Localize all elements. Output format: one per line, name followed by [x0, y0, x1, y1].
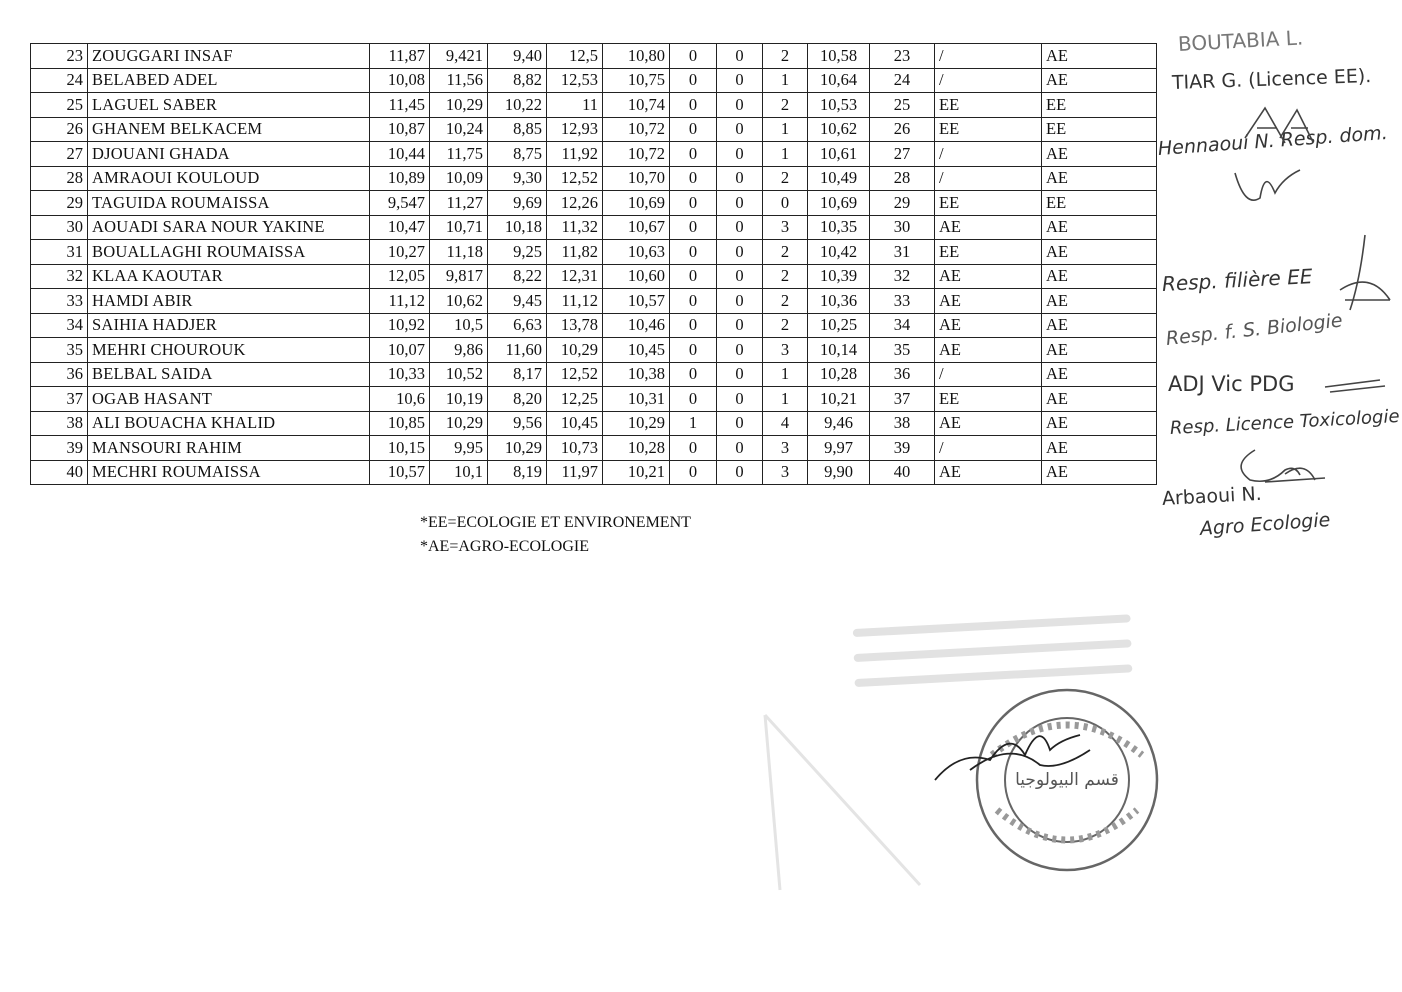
grade-cell-2: 10,29 [430, 411, 488, 436]
grade-cell-2: 11,18 [430, 240, 488, 265]
grade-cell-2: 9,817 [430, 264, 488, 289]
student-name-cell: MEHRI CHOUROUK [88, 338, 370, 363]
count-cell-3: 3 [763, 338, 808, 363]
count-cell-2: 0 [717, 460, 763, 485]
weighted-average-cell: 10,62 [808, 117, 870, 142]
count-cell-3: 3 [763, 436, 808, 461]
count-cell-2: 0 [717, 313, 763, 338]
count-cell-1: 0 [670, 338, 717, 363]
rank-cell: 36 [31, 362, 88, 387]
grade-cell-4: 10,29 [547, 338, 603, 363]
annotation-tiar: TIAR G. (Licence EE). [1171, 65, 1372, 94]
count-cell-3: 2 [763, 289, 808, 314]
signature-scribble-top [1205, 98, 1402, 228]
grade-cell-2: 10,29 [430, 93, 488, 118]
average-cell: 10,60 [603, 264, 670, 289]
count-cell-3: 2 [763, 44, 808, 69]
count-cell-2: 0 [717, 240, 763, 265]
grade-cell-4: 11 [547, 93, 603, 118]
order-cell: 29 [870, 191, 935, 216]
grade-cell-3: 9,25 [488, 240, 547, 265]
assignment-cell: AE [1042, 68, 1157, 93]
count-cell-1: 0 [670, 387, 717, 412]
annotation-agro-ecologie: Agro Ecologie [1199, 508, 1331, 540]
grade-cell-2: 10,09 [430, 166, 488, 191]
weighted-average-cell: 10,53 [808, 93, 870, 118]
average-cell: 10,80 [603, 44, 670, 69]
count-cell-1: 0 [670, 142, 717, 167]
count-cell-3: 1 [763, 362, 808, 387]
weighted-average-cell: 10,14 [808, 338, 870, 363]
grade-cell-3: 8,75 [488, 142, 547, 167]
student-name-cell: AOUADI SARA NOUR YAKINE [88, 215, 370, 240]
seal-signature [930, 710, 1110, 800]
grade-cell-4: 13,78 [547, 313, 603, 338]
weighted-average-cell: 9,97 [808, 436, 870, 461]
legend [420, 511, 691, 559]
average-cell: 10,67 [603, 215, 670, 240]
grade-cell-2: 11,27 [430, 191, 488, 216]
count-cell-1: 0 [670, 44, 717, 69]
student-name-cell: TAGUIDA ROUMAISSA [88, 191, 370, 216]
annotation-resp-filiere: Resp. filière EE [1161, 264, 1313, 296]
rank-cell: 24 [31, 68, 88, 93]
grade-cell-1: 10,89 [370, 166, 430, 191]
count-cell-2: 0 [717, 117, 763, 142]
student-name-cell: SAIHIA HADJER [88, 313, 370, 338]
annotation-arbaoui: Arbaoui N. [1161, 482, 1263, 510]
choice-cell: AE [935, 411, 1042, 436]
grade-cell-2: 10,71 [430, 215, 488, 240]
count-cell-3: 2 [763, 313, 808, 338]
rank-cell: 25 [31, 93, 88, 118]
table-row [31, 436, 1157, 461]
average-cell: 10,46 [603, 313, 670, 338]
count-cell-1: 0 [670, 264, 717, 289]
weighted-average-cell: 10,42 [808, 240, 870, 265]
order-cell: 23 [870, 44, 935, 69]
grade-cell-1: 10,87 [370, 117, 430, 142]
grade-cell-3: 11,60 [488, 338, 547, 363]
count-cell-2: 0 [717, 44, 763, 69]
faded-corner-mark [760, 710, 930, 900]
grade-cell-1: 10,85 [370, 411, 430, 436]
grade-cell-4: 11,82 [547, 240, 603, 265]
annotation-hennaoui: Hennaoui N. Resp. dom. [1157, 121, 1389, 160]
annotation-boutabia: BOUTABIA L. [1177, 25, 1304, 56]
grade-cell-4: 12,93 [547, 117, 603, 142]
assignment-cell: AE [1042, 166, 1157, 191]
rank-cell: 29 [31, 191, 88, 216]
student-name-cell: MANSOURI RAHIM [88, 436, 370, 461]
table-row [31, 142, 1157, 167]
table-row [31, 313, 1157, 338]
rank-cell: 30 [31, 215, 88, 240]
weighted-average-cell: 10,69 [808, 191, 870, 216]
student-name-cell: BELABED ADEL [88, 68, 370, 93]
rank-cell: 33 [31, 289, 88, 314]
grade-cell-1: 10,15 [370, 436, 430, 461]
count-cell-1: 0 [670, 436, 717, 461]
table-row [31, 411, 1157, 436]
count-cell-3: 1 [763, 117, 808, 142]
grade-cell-2: 10,5 [430, 313, 488, 338]
count-cell-1: 0 [670, 166, 717, 191]
choice-cell: AE [935, 338, 1042, 363]
weighted-average-cell: 10,61 [808, 142, 870, 167]
average-cell: 10,63 [603, 240, 670, 265]
weighted-average-cell: 10,25 [808, 313, 870, 338]
rank-cell: 23 [31, 44, 88, 69]
average-cell: 10,21 [603, 460, 670, 485]
grade-cell-2: 10,19 [430, 387, 488, 412]
choice-cell: AE [935, 215, 1042, 240]
count-cell-2: 0 [717, 191, 763, 216]
table-row [31, 166, 1157, 191]
count-cell-3: 1 [763, 387, 808, 412]
weighted-average-cell: 10,58 [808, 44, 870, 69]
count-cell-1: 0 [670, 362, 717, 387]
grade-cell-4: 12,53 [547, 68, 603, 93]
grade-cell-3: 10,29 [488, 436, 547, 461]
count-cell-1: 0 [670, 289, 717, 314]
assignment-cell: AE [1042, 411, 1157, 436]
average-cell: 10,28 [603, 436, 670, 461]
choice-cell: EE [935, 117, 1042, 142]
grades-table-body [31, 44, 1157, 485]
count-cell-3: 1 [763, 68, 808, 93]
grade-cell-4: 12,25 [547, 387, 603, 412]
student-name-cell: OGAB HASANT [88, 387, 370, 412]
grade-cell-1: 10,92 [370, 313, 430, 338]
grade-cell-3: 8,17 [488, 362, 547, 387]
student-name-cell: DJOUANI GHADA [88, 142, 370, 167]
annotation-resp-licence: Resp. Licence Toxicologie [1169, 405, 1401, 439]
average-cell: 10,31 [603, 387, 670, 412]
rank-cell: 34 [31, 313, 88, 338]
count-cell-2: 0 [717, 436, 763, 461]
weighted-average-cell: 9,46 [808, 411, 870, 436]
count-cell-3: 2 [763, 240, 808, 265]
order-cell: 24 [870, 68, 935, 93]
count-cell-2: 0 [717, 387, 763, 412]
count-cell-2: 0 [717, 142, 763, 167]
student-name-cell: ZOUGGARI INSAF [88, 44, 370, 69]
choice-cell: EE [935, 240, 1042, 265]
assignment-cell: AE [1042, 240, 1157, 265]
grade-cell-4: 10,45 [547, 411, 603, 436]
student-name-cell: MECHRI ROUMAISSA [88, 460, 370, 485]
order-cell: 31 [870, 240, 935, 265]
count-cell-2: 0 [717, 68, 763, 93]
grade-cell-3: 9,69 [488, 191, 547, 216]
grade-cell-2: 11,75 [430, 142, 488, 167]
grade-cell-2: 9,86 [430, 338, 488, 363]
count-cell-3: 3 [763, 215, 808, 240]
choice-cell: / [935, 44, 1042, 69]
annotation-resp-biologie: Resp. f. S. Biologie [1164, 309, 1344, 350]
average-cell: 10,45 [603, 338, 670, 363]
table-row [31, 93, 1157, 118]
assignment-cell: AE [1042, 387, 1157, 412]
rank-cell: 37 [31, 387, 88, 412]
average-cell: 10,29 [603, 411, 670, 436]
order-cell: 34 [870, 313, 935, 338]
grade-cell-4: 11,32 [547, 215, 603, 240]
signature-scribble-licence [1225, 440, 1335, 490]
choice-cell: AE [935, 264, 1042, 289]
count-cell-1: 0 [670, 93, 717, 118]
assignment-cell: EE [1042, 191, 1157, 216]
order-cell: 26 [870, 117, 935, 142]
table-row [31, 240, 1157, 265]
grade-cell-2: 10,52 [430, 362, 488, 387]
choice-cell: / [935, 362, 1042, 387]
order-cell: 32 [870, 264, 935, 289]
table-row [31, 289, 1157, 314]
assignment-cell: AE [1042, 338, 1157, 363]
table-row [31, 215, 1157, 240]
grade-cell-2: 11,56 [430, 68, 488, 93]
count-cell-3: 2 [763, 93, 808, 118]
grade-cell-3: 10,22 [488, 93, 547, 118]
grade-cell-3: 8,85 [488, 117, 547, 142]
count-cell-2: 0 [717, 289, 763, 314]
order-cell: 28 [870, 166, 935, 191]
count-cell-2: 0 [717, 264, 763, 289]
assignment-cell: AE [1042, 313, 1157, 338]
grade-cell-4: 12,52 [547, 166, 603, 191]
count-cell-2: 0 [717, 215, 763, 240]
grade-cell-3: 8,22 [488, 264, 547, 289]
choice-cell: / [935, 166, 1042, 191]
average-cell: 10,75 [603, 68, 670, 93]
grade-cell-1: 10,47 [370, 215, 430, 240]
choice-cell: EE [935, 191, 1042, 216]
count-cell-1: 0 [670, 240, 717, 265]
choice-cell: / [935, 142, 1042, 167]
count-cell-1: 0 [670, 191, 717, 216]
order-cell: 27 [870, 142, 935, 167]
rank-cell: 35 [31, 338, 88, 363]
count-cell-3: 2 [763, 166, 808, 191]
assignment-cell: AE [1042, 289, 1157, 314]
grade-cell-3: 8,19 [488, 460, 547, 485]
count-cell-3: 1 [763, 142, 808, 167]
annotation-adj-vic: ADJ Vic PDG [1168, 372, 1295, 396]
average-cell: 10,57 [603, 289, 670, 314]
table-row [31, 338, 1157, 363]
student-name-cell: GHANEM BELKACEM [88, 117, 370, 142]
grade-cell-4: 11,12 [547, 289, 603, 314]
rank-cell: 38 [31, 411, 88, 436]
table-row [31, 117, 1157, 142]
choice-cell: EE [935, 387, 1042, 412]
assignment-cell: AE [1042, 44, 1157, 69]
count-cell-3: 3 [763, 460, 808, 485]
student-name-cell: BOUALLAGHI ROUMAISSA [88, 240, 370, 265]
count-cell-2: 0 [717, 338, 763, 363]
assignment-cell: AE [1042, 264, 1157, 289]
order-cell: 33 [870, 289, 935, 314]
grade-cell-4: 12,52 [547, 362, 603, 387]
grade-cell-4: 11,97 [547, 460, 603, 485]
assignment-cell: AE [1042, 215, 1157, 240]
student-name-cell: LAGUEL SABER [88, 93, 370, 118]
rank-cell: 27 [31, 142, 88, 167]
table-row [31, 387, 1157, 412]
grade-cell-1: 10,33 [370, 362, 430, 387]
rank-cell: 31 [31, 240, 88, 265]
assignment-cell: AE [1042, 460, 1157, 485]
grade-cell-3: 9,40 [488, 44, 547, 69]
weighted-average-cell: 9,90 [808, 460, 870, 485]
count-cell-1: 1 [670, 411, 717, 436]
table-row [31, 68, 1157, 93]
rank-cell: 26 [31, 117, 88, 142]
grade-cell-4: 10,73 [547, 436, 603, 461]
average-cell: 10,38 [603, 362, 670, 387]
count-cell-1: 0 [670, 460, 717, 485]
grade-cell-3: 6,63 [488, 313, 547, 338]
average-cell: 10,70 [603, 166, 670, 191]
weighted-average-cell: 10,39 [808, 264, 870, 289]
grade-cell-2: 10,62 [430, 289, 488, 314]
grade-cell-4: 12,5 [547, 44, 603, 69]
order-cell: 30 [870, 215, 935, 240]
order-cell: 35 [870, 338, 935, 363]
weighted-average-cell: 10,28 [808, 362, 870, 387]
assignment-cell: AE [1042, 436, 1157, 461]
count-cell-1: 0 [670, 117, 717, 142]
rank-cell: 32 [31, 264, 88, 289]
order-cell: 38 [870, 411, 935, 436]
choice-cell: AE [935, 289, 1042, 314]
weighted-average-cell: 10,35 [808, 215, 870, 240]
assignment-cell: EE [1042, 117, 1157, 142]
grade-cell-1: 11,45 [370, 93, 430, 118]
grade-cell-2: 9,421 [430, 44, 488, 69]
average-cell: 10,72 [603, 142, 670, 167]
grade-cell-4: 12,26 [547, 191, 603, 216]
table-row [31, 44, 1157, 69]
table-row [31, 191, 1157, 216]
grade-cell-2: 10,24 [430, 117, 488, 142]
grade-cell-1: 10,27 [370, 240, 430, 265]
choice-cell: / [935, 436, 1042, 461]
rank-cell: 40 [31, 460, 88, 485]
count-cell-2: 0 [717, 166, 763, 191]
grade-cell-3: 9,56 [488, 411, 547, 436]
count-cell-3: 4 [763, 411, 808, 436]
average-cell: 10,74 [603, 93, 670, 118]
count-cell-3: 0 [763, 191, 808, 216]
count-cell-2: 0 [717, 93, 763, 118]
assignment-cell: EE [1042, 93, 1157, 118]
order-cell: 37 [870, 387, 935, 412]
seal-center-text: قسم البيولوجيا [1015, 770, 1119, 790]
assignment-cell: AE [1042, 142, 1157, 167]
grade-cell-2: 9,95 [430, 436, 488, 461]
grade-cell-1: 10,57 [370, 460, 430, 485]
grade-cell-4: 12,31 [547, 264, 603, 289]
grade-cell-3: 9,45 [488, 289, 547, 314]
table-row [31, 264, 1157, 289]
count-cell-2: 0 [717, 362, 763, 387]
grade-cell-1: 9,547 [370, 191, 430, 216]
student-name-cell: ALI BOUACHA KHALID [88, 411, 370, 436]
count-cell-3: 2 [763, 264, 808, 289]
student-name-cell: KLAA KAOUTAR [88, 264, 370, 289]
order-cell: 39 [870, 436, 935, 461]
grade-cell-1: 11,87 [370, 44, 430, 69]
signature-scribble-filiere [1330, 230, 1400, 320]
choice-cell: / [935, 68, 1042, 93]
choice-cell: EE [935, 93, 1042, 118]
order-cell: 40 [870, 460, 935, 485]
choice-cell: AE [935, 460, 1042, 485]
rank-cell: 39 [31, 436, 88, 461]
grades-table [30, 43, 1157, 485]
table-row [31, 362, 1157, 387]
grade-cell-3: 10,18 [488, 215, 547, 240]
handwritten-annotations [1150, 20, 1400, 560]
count-cell-2: 0 [717, 411, 763, 436]
legend-ee: *EE=ECOLOGIE ET ENVIRONEMENT [420, 514, 691, 531]
weighted-average-cell: 10,36 [808, 289, 870, 314]
weighted-average-cell: 10,64 [808, 68, 870, 93]
grade-cell-1: 10,44 [370, 142, 430, 167]
order-cell: 36 [870, 362, 935, 387]
count-cell-1: 0 [670, 313, 717, 338]
table-row [31, 460, 1157, 485]
signature-scribble-adj [1320, 372, 1390, 402]
average-cell: 10,69 [603, 191, 670, 216]
rank-cell: 28 [31, 166, 88, 191]
grade-cell-4: 11,92 [547, 142, 603, 167]
student-name-cell: HAMDI ABIR [88, 289, 370, 314]
grade-cell-3: 9,30 [488, 166, 547, 191]
student-name-cell: AMRAOUI KOULOUD [88, 166, 370, 191]
weighted-average-cell: 10,49 [808, 166, 870, 191]
weighted-average-cell: 10,21 [808, 387, 870, 412]
grade-cell-1: 12,05 [370, 264, 430, 289]
grade-cell-1: 10,6 [370, 387, 430, 412]
assignment-cell: AE [1042, 362, 1157, 387]
order-cell: 25 [870, 93, 935, 118]
average-cell: 10,72 [603, 117, 670, 142]
grade-cell-1: 11,12 [370, 289, 430, 314]
grade-cell-3: 8,82 [488, 68, 547, 93]
count-cell-1: 0 [670, 68, 717, 93]
stamp-area [740, 590, 1160, 910]
count-cell-1: 0 [670, 215, 717, 240]
choice-cell: AE [935, 313, 1042, 338]
grade-cell-1: 10,07 [370, 338, 430, 363]
grade-cell-2: 10,1 [430, 460, 488, 485]
student-name-cell: BELBAL SAIDA [88, 362, 370, 387]
grade-cell-3: 8,20 [488, 387, 547, 412]
grade-cell-1: 10,08 [370, 68, 430, 93]
legend-ae: *AE=AGRO-ECOLOGIE [420, 538, 589, 555]
